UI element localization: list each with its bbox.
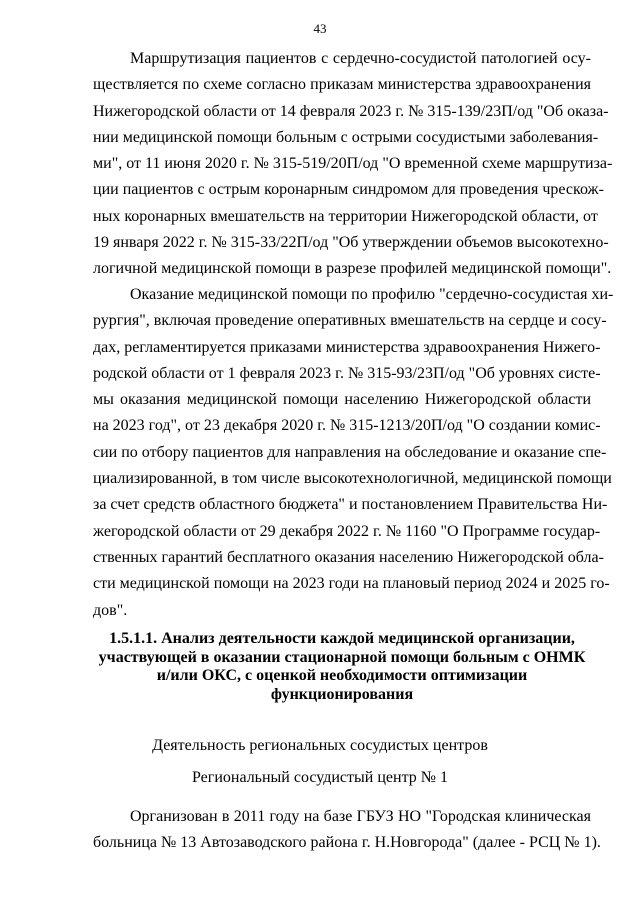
- heading-line: 1.5.1.1. Анализ деятельности каждой медицинской организации,: [109, 630, 575, 647]
- text-line: на 2023 год", от 23 декабря 2020 г. № 315-1213/20П/од "О создании комис-: [93, 417, 601, 435]
- section-heading: [93, 630, 591, 704]
- text-line: циализированной, в том числе высокотехнологичной, медицинской помощи: [93, 470, 612, 488]
- text-line: сти медицинской помощи на 2023 годи на плановый период 2024 и 2025 го-: [93, 575, 610, 593]
- text-line: логичной медицинской помощи в разрезе профилей медицинской помощи".: [93, 260, 612, 278]
- text-line: сии по отбору пациентов для направления на обследование и оказание спе-: [93, 443, 607, 461]
- text-line: рургия", включая проведение оперативных вмешательств на сердце и сосу-: [93, 312, 607, 330]
- text-line: Нижегородской области от 14 февраля 2023 г. № 315-139/23П/од "Об оказа-: [93, 102, 609, 120]
- text-line: Организован в 2011 году на базе ГБУЗ НО "Городская клиническая: [130, 808, 591, 825]
- paragraph-cardiovascular-surgery: [93, 282, 614, 624]
- text-line: больница № 13 Автозаводского района г. Н.Новгорода" (далее - РСЦ № 1).: [93, 834, 601, 852]
- heading-line: и/или ОКС, с оценкой необходимости оптимизации: [156, 667, 528, 684]
- heading-line: функционирования: [270, 685, 414, 703]
- text-line: мы оказания медицинской помощи населению Нижегородской области: [93, 391, 591, 409]
- subheading-regional-centers: Деятельность региональных сосудистых центров: [152, 737, 488, 754]
- text-line: жегородской области от 29 декабря 2022 г. № 1160 "О Программе государ-: [93, 522, 601, 540]
- text-line: Маршрутизация пациентов с сердечно-сосудистой патологией осу-: [130, 50, 591, 67]
- text-line: нии медицинской помощи больным с острыми сосудистыми заболевания-: [93, 128, 599, 146]
- heading-line: участвующей в оказании стационарной помощи больным с ОНМК: [98, 648, 586, 666]
- text-line: родской области от 1 февраля 2023 г. № 315-93/23П/од "Об уровнях систе-: [93, 364, 601, 382]
- paragraph-center-1: [93, 804, 601, 857]
- page-number: 43: [313, 21, 327, 36]
- text-line: ми", от 11 июня 2020 г. № 315-519/20П/од "О временной схеме маршрутиза-: [93, 155, 613, 173]
- text-line: Оказание медицинской помощи по профилю "сердечно-сосудистая хи-: [130, 286, 614, 303]
- text-line: ществляется по схеме согласно приказам министерства здравоохранения: [93, 76, 591, 94]
- text-line: 19 января 2022 г. № 315-33/22П/од "Об утверждении объемов высокотехно-: [93, 234, 609, 252]
- text-line: дах, регламентируется приказами министерства здравоохранения Нижего-: [93, 338, 601, 356]
- text-line: ции пациентов с острым коронарным синдромом для проведения чрескож-: [93, 181, 604, 199]
- text-line: за счет средств областного бюджета" и постановлением Правительства Ни-: [93, 496, 608, 514]
- text-line: ных коронарных вмешательств на территории Нижегородской области, от: [93, 207, 598, 225]
- text-line: дов".: [93, 601, 128, 619]
- subheading-center-1: Региональный сосудистый центр № 1: [191, 769, 449, 786]
- text-line: ственных гарантий бесплатного оказания населению Нижегородской обла-: [93, 548, 604, 566]
- paragraph-routing: [93, 46, 613, 283]
